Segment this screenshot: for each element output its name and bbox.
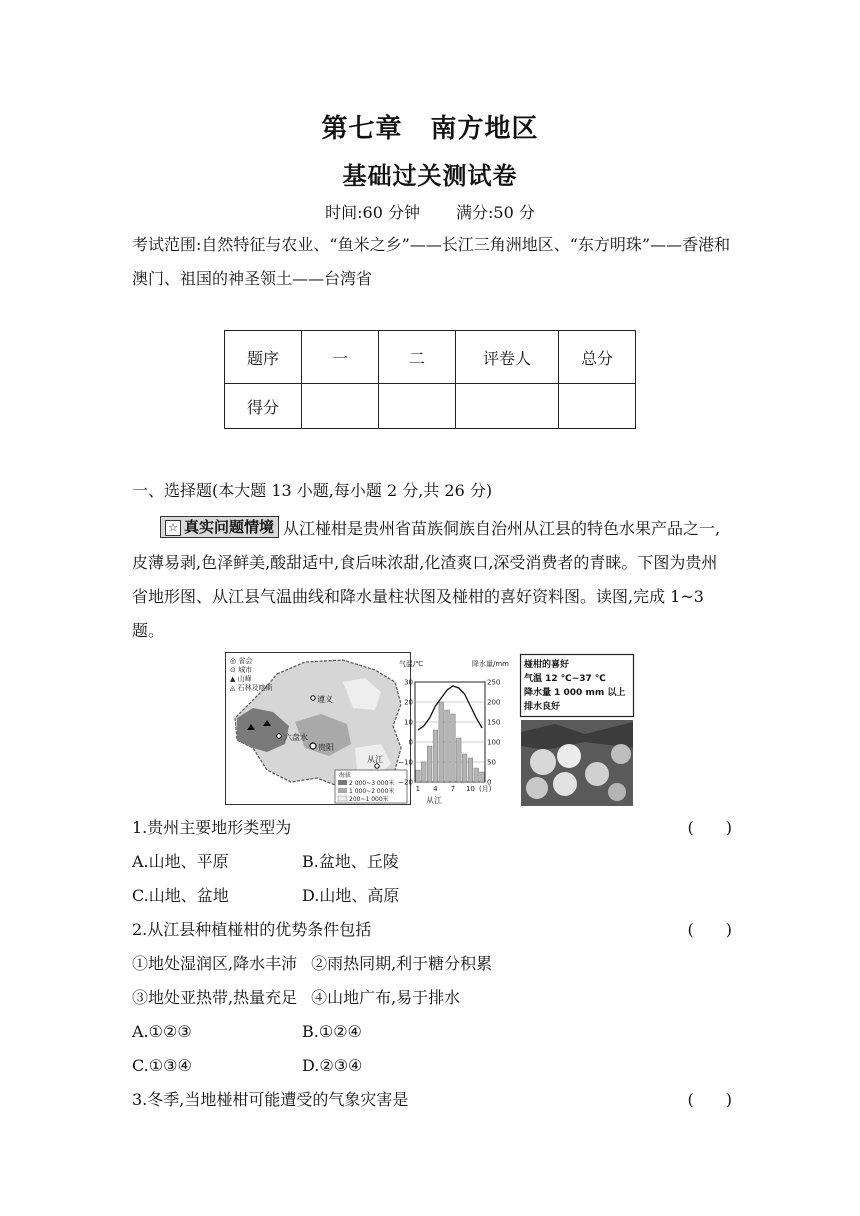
orange-fruit-icon	[530, 749, 556, 775]
intro-text: 从江椪柑是贵州省苗族侗族自治州从江县的特色水果产品之一,皮薄易剥,色泽鲜美,酸甜适中,食后味浓甜,化渣爽口,深受消费者的青睐。下图为贵州省地形图、从江县气温曲线和降水量柱状图及椪柑的喜好资料图。读图,完成 1~3 题。	[132, 519, 721, 640]
chart-x-tick-label: 7	[450, 785, 456, 793]
exam-meta	[0, 200, 860, 223]
precipitation-bar	[474, 768, 479, 782]
elevation-swatch	[338, 796, 347, 801]
chart-right-tick-label: 100	[487, 738, 501, 747]
score-cell[interactable]	[559, 384, 636, 429]
chart-right-tick-label: 0	[487, 778, 492, 787]
guizhou-terrain-map	[226, 653, 411, 805]
elevation-legend-low: 200~1 000米	[349, 796, 389, 803]
score-table-header: 二	[379, 331, 456, 384]
score-table-header: 题序	[225, 331, 302, 384]
orange-fruit-icon	[608, 783, 626, 801]
test-subtitle: 基础过关测试卷	[342, 162, 518, 190]
question-1-stem: 1.贵州主要地形类型为	[132, 818, 292, 837]
orange-fruit-icon	[585, 762, 609, 786]
option-a[interactable]: A.山地、平原	[132, 852, 229, 871]
chart-title: 从江	[426, 796, 442, 805]
preference-drainage: 排水良好	[524, 702, 561, 712]
ponkan-photo	[521, 720, 633, 806]
chart-gridlines	[415, 702, 485, 762]
map-legend-karst: ◬ 石林及喀斯	[230, 684, 273, 692]
section-title: 一、选择题(本大题 13 小题,每小题 2 分,共 26 分)	[132, 481, 493, 500]
chart-x-tick-label: 4	[433, 785, 438, 793]
chart-x-tick-label: 1	[415, 785, 421, 793]
precipitation-bar	[421, 762, 426, 782]
climate-chart	[398, 659, 509, 805]
city-marker-icon	[277, 734, 281, 738]
elevation-swatch	[338, 780, 347, 785]
score-cell[interactable]	[379, 384, 456, 429]
map-label-zunyi: 遵义	[317, 695, 333, 704]
option-b[interactable]: B.盆地、丘陵	[302, 852, 399, 871]
city-marker-icon	[311, 696, 315, 700]
capital-marker-icon	[310, 743, 316, 749]
preference-title: 椪柑的喜好	[524, 660, 570, 670]
statement-2: ②雨热同期,利于糖分积累	[311, 954, 493, 973]
precipitation-bar	[445, 710, 450, 782]
score-cell[interactable]	[302, 384, 379, 429]
precipitation-bar	[433, 730, 438, 782]
chart-left-tick-label: 30	[404, 678, 413, 687]
elevation-legend-title: 海拔	[339, 772, 352, 779]
preference-panel	[521, 655, 634, 807]
option-d[interactable]: D.②③④	[302, 1056, 363, 1075]
statement-row	[132, 981, 460, 1015]
chapter-region: 南方地区	[430, 114, 539, 144]
map-legend-capital: ◎ 省会	[230, 657, 253, 665]
chart-precip-axis-label: 降水量/mm	[472, 660, 509, 668]
statement-1: ①地处湿润区,降水丰沛	[132, 954, 298, 973]
map-label-liupanshui: 六盘水	[284, 733, 308, 742]
chapter-number: 第七章	[321, 114, 403, 144]
question-3-stem: 3.冬季,当地椪柑可能遭受的气象灾害是	[132, 1090, 409, 1109]
exam-scope: 考试范围:自然特征与农业、“鱼米之乡”——长江三角洲地区、“东方明珠”——香港和澳门、祖国的神圣领土——台湾省	[132, 235, 731, 288]
answer-blank[interactable]: ( )	[687, 920, 732, 939]
precipitation-bar	[468, 758, 473, 782]
chart-right-tick-label: 150	[487, 718, 501, 727]
preference-temperature: 气温 12 ℃~37 ℃	[524, 674, 606, 684]
option-a[interactable]: A.①②③	[132, 1022, 192, 1041]
score-cell[interactable]	[456, 384, 559, 429]
chart-right-tick-label: 50	[487, 758, 496, 767]
chart-temp-axis-label: 气温/℃	[399, 660, 424, 668]
orange-fruit-icon	[611, 744, 631, 764]
chart-left-tick-label: −20	[398, 778, 413, 787]
precipitation-bar	[439, 702, 444, 782]
score-table-header: 总分	[559, 331, 636, 384]
exam-time: 时间:60 分钟	[325, 203, 420, 222]
question-2-stem: 2.从江县种植椪柑的优势条件包括	[132, 920, 372, 939]
precipitation-bar	[416, 770, 421, 782]
question-1	[132, 811, 732, 845]
score-row-label: 得分	[225, 384, 302, 429]
orange-fruit-icon	[526, 777, 548, 799]
exam-full-score: 满分:50 分	[456, 203, 535, 222]
elevation-legend-high: 2 000~3 000米	[349, 780, 395, 787]
preference-precipitation: 降水量 1 000 mm 以上	[524, 688, 626, 698]
precipitation-bar	[456, 738, 461, 782]
score-table-header: 评卷人	[456, 331, 559, 384]
precipitation-bar	[480, 772, 485, 782]
statement-4: ④山地广布,易于排水	[311, 988, 461, 1007]
orange-fruit-icon	[557, 744, 581, 768]
city-marker-icon	[375, 764, 379, 768]
statement-row	[132, 947, 492, 981]
chart-left-tick-label: 10	[404, 718, 413, 727]
map-label-guiyang: 贵阳	[318, 743, 334, 752]
badge-label: 真实问题情境	[184, 518, 275, 536]
option-c[interactable]: C.①③④	[132, 1056, 192, 1075]
chart-x-ticks	[416, 785, 492, 793]
precipitation-bar	[451, 714, 456, 782]
map-legend-peak: ▲ 山峰	[230, 675, 252, 683]
chart-right-tick-label: 200	[487, 698, 501, 707]
option-d[interactable]: D.山地、高原	[302, 886, 400, 905]
map-label-congjiang: 从江	[367, 755, 383, 764]
star-icon: ☆	[165, 520, 181, 536]
orange-fruit-icon	[553, 772, 577, 796]
temperature-curve	[418, 686, 482, 730]
map-legend-city: ⊙ 城市	[230, 666, 253, 674]
option-b[interactable]: B.①②④	[302, 1022, 362, 1041]
chapter-title	[0, 108, 860, 145]
answer-blank[interactable]: ( )	[687, 818, 732, 837]
statement-3: ③地处亚热带,热量充足	[132, 988, 298, 1007]
question-2	[132, 913, 732, 947]
score-table-score-row	[225, 384, 636, 429]
answer-blank[interactable]: ( )	[687, 1090, 732, 1109]
elevation-legend-mid: 1 000~2 000米	[349, 788, 395, 795]
chart-x-unit-label: (月)	[479, 785, 492, 793]
chart-left-tick-label: 0	[408, 738, 413, 747]
question-figure	[225, 652, 635, 806]
option-c[interactable]: C.山地、盆地	[132, 886, 229, 905]
chart-left-tick-label: 20	[404, 698, 413, 707]
chart-right-ticks	[487, 679, 500, 787]
score-table	[224, 330, 636, 429]
score-table-header-row	[225, 331, 636, 384]
score-table-header: 一	[302, 331, 379, 384]
question-3	[132, 1083, 732, 1117]
precipitation-bar	[462, 754, 467, 782]
chart-left-tick-label: −10	[398, 758, 413, 767]
real-situation-badge	[160, 516, 279, 538]
precipitation-bar	[427, 746, 432, 782]
chart-x-tick-label: 10	[465, 785, 475, 793]
chart-right-tick-label: 250	[487, 678, 501, 687]
elevation-swatch	[338, 788, 347, 793]
question-intro	[132, 512, 732, 648]
